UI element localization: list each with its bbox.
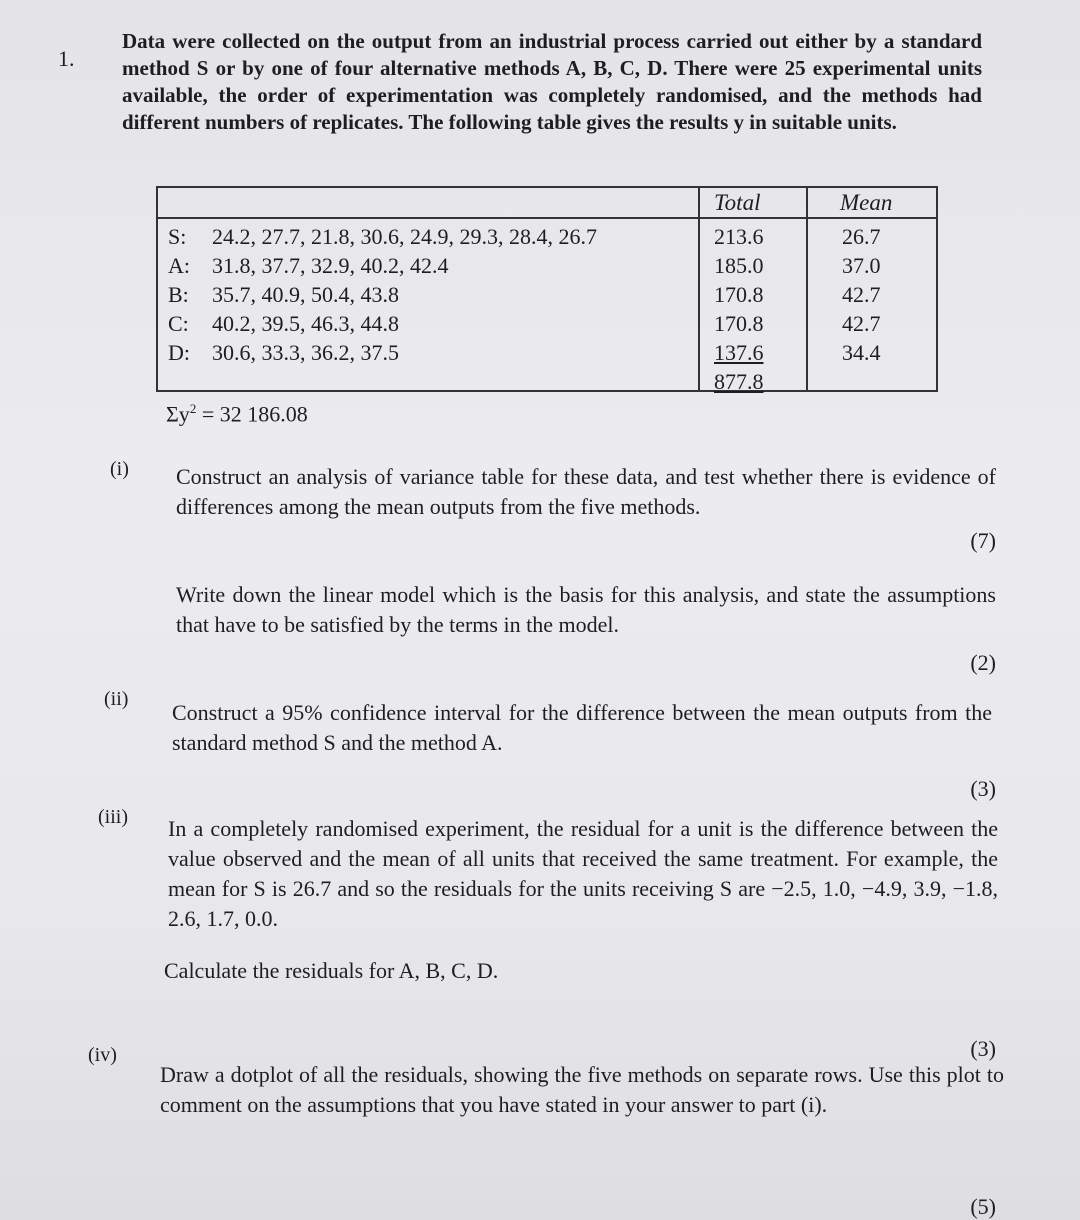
row-total: 170.8 <box>714 311 764 336</box>
marks-label: (5) <box>970 1194 996 1219</box>
row-total: 185.0 <box>714 253 764 278</box>
part-number: (iv) <box>88 1044 117 1066</box>
results-table <box>156 186 938 392</box>
method-values: 35.7, 40.9, 50.4, 43.8 <box>212 282 399 307</box>
row-mean: 42.7 <box>842 311 881 336</box>
sum-value: = 32 186.08 <box>196 401 308 427</box>
means-column <box>842 222 881 367</box>
total-header: Total <box>714 190 761 215</box>
row-total: 170.8 <box>714 282 764 307</box>
sum-of-squares <box>166 401 308 427</box>
row-mean: 34.4 <box>842 340 881 365</box>
row-mean: 26.7 <box>842 224 881 249</box>
method-label: S: <box>168 224 187 249</box>
method-values: 30.6, 33.3, 36.2, 37.5 <box>212 340 399 365</box>
method-label: C: <box>168 311 189 336</box>
part-text: Construct a 95% confidence interval for the difference between the mean outputs from the standard method S and the method A. <box>172 700 992 755</box>
observations-column <box>168 222 597 367</box>
totals-column <box>714 222 764 396</box>
table-row <box>168 338 597 367</box>
grand-total: 877.8 <box>714 369 764 394</box>
part-text: Draw a dotplot of all the residuals, showing the five methods on separate rows. Use this plot to comment on the assumptions that you have stated in your answer to part (i). <box>160 1062 1004 1117</box>
marks-label: (3) <box>970 776 996 801</box>
row-total: 213.6 <box>714 224 764 249</box>
part-text: Write down the linear model which is the basis for this analysis, and state the assumptions that have to be satisfied by the terms in the model. <box>176 582 996 637</box>
method-label: A: <box>168 253 190 278</box>
table-row <box>168 222 597 251</box>
part-text: In a completely randomised experiment, the residual for a unit is the difference between the value observed and the mean of all units that received the same treatment. For example, the mean for S is 26.7 and so the residuals for the units receiving S are −2.5, 1.0, −4.9, 3.9, −1.8, 2.6, 1.7, 0.0. <box>168 816 998 931</box>
marks-label: (2) <box>970 650 996 675</box>
method-label: B: <box>168 282 189 307</box>
method-label: D: <box>168 340 190 365</box>
part-number: (ii) <box>104 688 129 710</box>
part-text: Construct an analysis of variance table for these data, and test whether there is evidence of differences among the mean outputs from the five methods. <box>176 464 996 519</box>
row-mean: 37.0 <box>842 253 881 278</box>
row-mean: 42.7 <box>842 282 881 307</box>
table-header-rule <box>158 217 936 219</box>
marks-label: (3) <box>970 1036 996 1061</box>
table-row <box>168 251 597 280</box>
table-row <box>168 309 597 338</box>
sum-exponent: 2 <box>189 401 197 416</box>
table-row <box>168 280 597 309</box>
question-intro: Data were collected on the output from an industrial process carried out either by a standard method S or by one of four alternative methods A, B, C, D. There were 25 experimental units available, the order of experimentation was completely randomised, and the methods had different numbers of replicates. The following table gives the results y in suitable units. <box>122 29 982 134</box>
part-number: (iii) <box>98 806 128 828</box>
method-values: 24.2, 27.7, 21.8, 30.6, 24.9, 29.3, 28.4, 26.7 <box>212 224 597 249</box>
method-values: 40.2, 39.5, 46.3, 44.8 <box>212 311 399 336</box>
part-number: (i) <box>110 458 129 480</box>
mean-header: Mean <box>840 190 893 215</box>
method-values: 31.8, 37.7, 32.9, 40.2, 42.4 <box>212 253 449 278</box>
sum-symbol: Σy <box>166 401 190 427</box>
question-number: 1. <box>58 46 75 71</box>
marks-label: (7) <box>970 528 996 553</box>
part-text: Calculate the residuals for A, B, C, D. <box>164 958 499 983</box>
row-total: 137.6 <box>714 340 764 365</box>
